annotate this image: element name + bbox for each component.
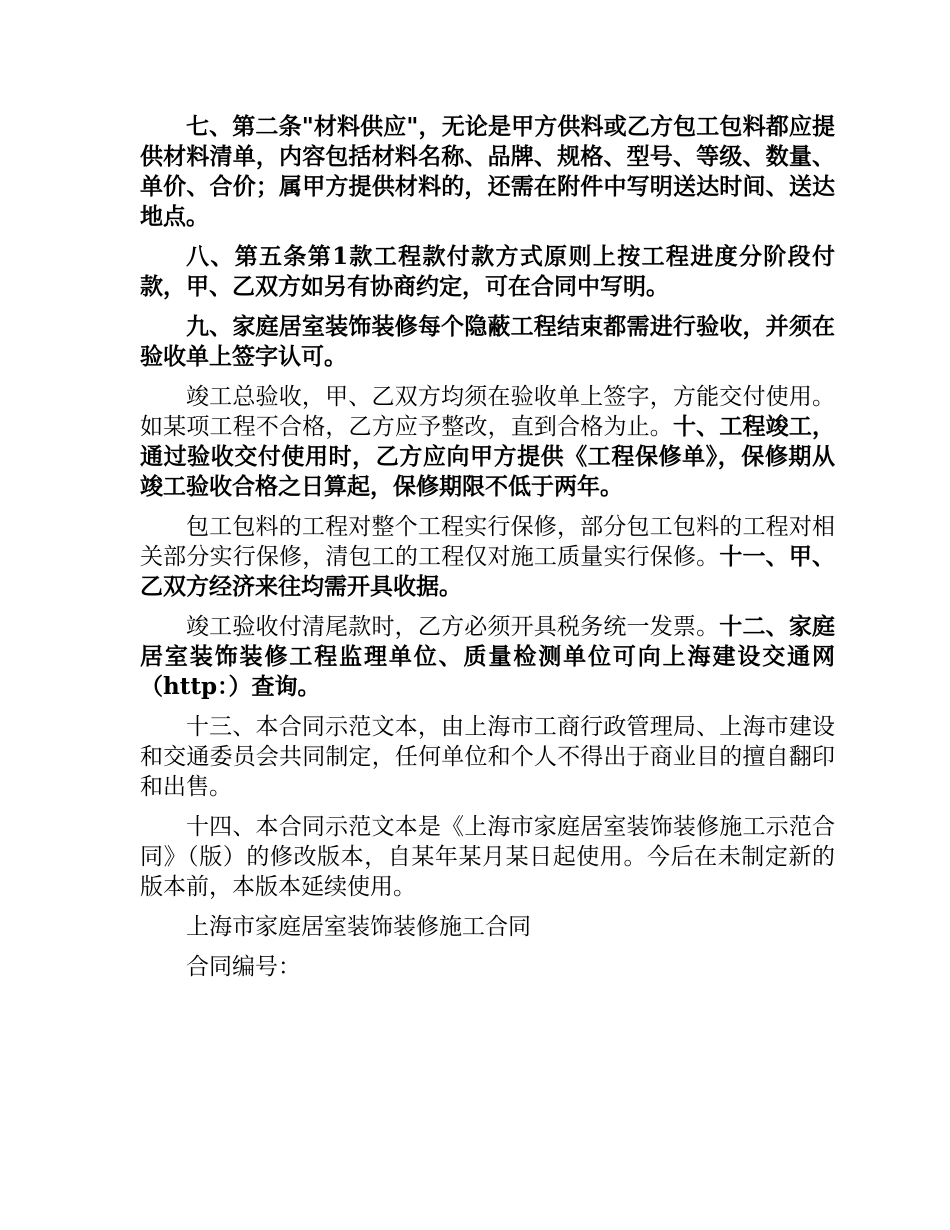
- clause-9-text: 九、家庭居室装饰装修每个隐蔽工程结束都需进行验收，并须在验收单上签字认可。: [140, 313, 835, 370]
- warranty-text: 包工包料的工程对整个工程实行保修，部分包工包料的工程对相关部分实行保修，清包工的工程仅对施工质量实行保修。: [140, 514, 835, 570]
- paragraph-9: [140, 312, 835, 372]
- clause-7-text: 七、第二条"材料供应"，无论是甲方供料或乙方包工包料都应提供材料清单，内容包括材料名称、品牌、规格、型号、等级、数量、单价、合价；属甲方提供材料的，还需在附件中写明送达时间、送达地点。: [140, 113, 835, 230]
- clause-11-text: 十一、甲、乙双方经济来往均需开具收据。: [140, 543, 836, 600]
- acceptance-text: 竣工总验收，甲、乙双方均须在验收单上签字，方能交付使用。如某项工程不合格，乙方应予整改，直到合格为止。: [140, 384, 835, 440]
- paragraph-warranty: [140, 512, 835, 602]
- clause-13-text: 十三、本合同示范文本，由上海市工商行政管理局、上海市建设和交通委员会共同制定，任何单位和个人不得出于商业目的擅自翻印和出售。: [140, 714, 835, 800]
- contract-number-label: 合同编号：: [186, 954, 301, 980]
- clause-10-text: 十、工程竣工，通过验收交付使用时，乙方应向甲方提供《工程保修单》，保修期从竣工验收合格之日算起，保修期限不低于两年。: [140, 413, 836, 500]
- paragraph-acceptance: [140, 382, 835, 502]
- paragraph-14: [140, 812, 835, 902]
- paragraph-8: [140, 242, 835, 302]
- clause-14-text: 十四、本合同示范文本是《上海市家庭居室装饰装修施工示范合同》（版）的修改版本，自某年某月某日起使用。今后在未制定新的版本前，本版本延续使用。: [140, 814, 835, 900]
- paragraph-invoice: [140, 612, 835, 702]
- contract-number: [140, 952, 835, 982]
- clause-8-text: 八、第五条第1款工程款付款方式原则上按工程进度分阶段付款，甲、乙双方如另有协商约定，可在合同中写明。: [140, 243, 835, 300]
- contract-title-text: 上海市家庭居室装饰装修施工合同: [186, 914, 531, 940]
- invoice-text: 竣工验收付清尾款时，乙方必须开具税务统一发票。: [186, 614, 720, 640]
- paragraph-7: [140, 112, 835, 232]
- document-page: [140, 112, 835, 992]
- paragraph-13: [140, 712, 835, 802]
- contract-title: [140, 912, 835, 942]
- clause-12-text: 十二、家庭居室装饰装修工程监理单位、质量检测单位可向上海建设交通网（http：）查询。: [140, 613, 836, 700]
